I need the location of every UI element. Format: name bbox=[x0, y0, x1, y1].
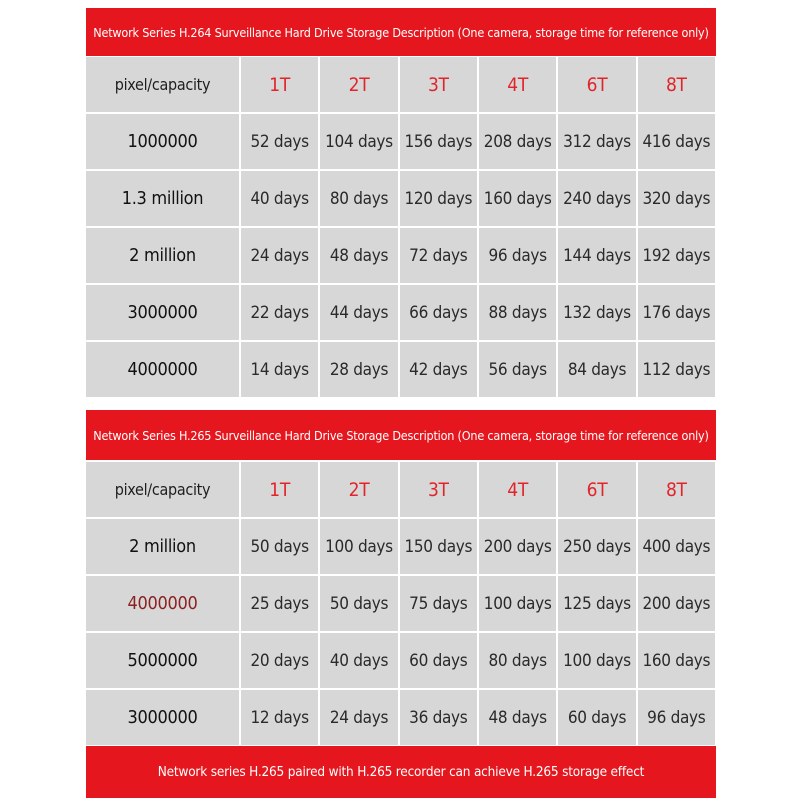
storage-days-cell: 100 days bbox=[479, 576, 556, 631]
h265-title: Network Series H.265 Surveillance Hard Drive Storage Description (One camera, storage time for reference only) bbox=[93, 427, 709, 443]
h264-storage-table bbox=[86, 57, 715, 397]
storage-days-cell: 60 days bbox=[558, 690, 635, 745]
storage-days-cell: 144 days bbox=[558, 228, 635, 283]
capacity-header-6t: 6T bbox=[558, 462, 635, 517]
storage-days-cell: 320 days bbox=[638, 171, 715, 226]
capacity-header-8t: 8T bbox=[638, 57, 715, 112]
table-corner-header: pixel/capacity bbox=[86, 57, 239, 112]
storage-days-cell: 28 days bbox=[320, 342, 397, 397]
storage-days-cell: 24 days bbox=[320, 690, 397, 745]
pixel-row-label: 5000000 bbox=[86, 633, 239, 688]
storage-days-cell: 112 days bbox=[638, 342, 715, 397]
footer-banner bbox=[86, 746, 716, 798]
storage-days-cell: 50 days bbox=[320, 576, 397, 631]
storage-days-cell: 44 days bbox=[320, 285, 397, 340]
storage-days-cell: 200 days bbox=[479, 519, 556, 574]
capacity-header-8t: 8T bbox=[638, 462, 715, 517]
storage-days-cell: 125 days bbox=[558, 576, 635, 631]
storage-days-cell: 72 days bbox=[400, 228, 477, 283]
capacity-header-1t: 1T bbox=[241, 462, 318, 517]
pixel-row-label: 3000000 bbox=[86, 690, 239, 745]
pixel-row-label: 2 million bbox=[86, 228, 239, 283]
storage-days-cell: 96 days bbox=[479, 228, 556, 283]
storage-days-cell: 84 days bbox=[558, 342, 635, 397]
storage-days-cell: 40 days bbox=[320, 633, 397, 688]
capacity-header-3t: 3T bbox=[400, 462, 477, 517]
storage-days-cell: 48 days bbox=[320, 228, 397, 283]
storage-days-cell: 100 days bbox=[320, 519, 397, 574]
storage-days-cell: 416 days bbox=[638, 114, 715, 169]
storage-days-cell: 75 days bbox=[400, 576, 477, 631]
storage-days-cell: 56 days bbox=[479, 342, 556, 397]
storage-days-cell: 96 days bbox=[638, 690, 715, 745]
capacity-header-1t: 1T bbox=[241, 57, 318, 112]
pixel-row-label: 4000000 bbox=[86, 342, 239, 397]
storage-days-cell: 400 days bbox=[638, 519, 715, 574]
h264-title: Network Series H.264 Surveillance Hard Drive Storage Description (One camera, storage time for reference only) bbox=[93, 24, 709, 40]
h264-title-banner bbox=[86, 8, 716, 56]
storage-days-cell: 150 days bbox=[400, 519, 477, 574]
capacity-header-2t: 2T bbox=[320, 462, 397, 517]
storage-days-cell: 52 days bbox=[241, 114, 318, 169]
pixel-row-label: 4000000 bbox=[86, 576, 239, 631]
storage-days-cell: 25 days bbox=[241, 576, 318, 631]
storage-days-cell: 120 days bbox=[400, 171, 477, 226]
capacity-header-4t: 4T bbox=[479, 462, 556, 517]
storage-days-cell: 22 days bbox=[241, 285, 318, 340]
storage-days-cell: 200 days bbox=[638, 576, 715, 631]
storage-days-cell: 36 days bbox=[400, 690, 477, 745]
storage-days-cell: 40 days bbox=[241, 171, 318, 226]
pixel-row-label: 1.3 million bbox=[86, 171, 239, 226]
storage-days-cell: 50 days bbox=[241, 519, 318, 574]
storage-days-cell: 250 days bbox=[558, 519, 635, 574]
storage-days-cell: 160 days bbox=[638, 633, 715, 688]
pixel-row-label: 1000000 bbox=[86, 114, 239, 169]
storage-days-cell: 156 days bbox=[400, 114, 477, 169]
table-corner-header: pixel/capacity bbox=[86, 462, 239, 517]
footer-text: Network series H.265 paired with H.265 recorder can achieve H.265 storage effect bbox=[157, 764, 645, 780]
storage-days-cell: 20 days bbox=[241, 633, 318, 688]
h265-title-banner bbox=[86, 410, 716, 460]
capacity-header-4t: 4T bbox=[479, 57, 556, 112]
h265-storage-table bbox=[86, 462, 715, 745]
storage-days-cell: 208 days bbox=[479, 114, 556, 169]
storage-days-cell: 42 days bbox=[400, 342, 477, 397]
capacity-header-2t: 2T bbox=[320, 57, 397, 112]
storage-days-cell: 48 days bbox=[479, 690, 556, 745]
storage-days-cell: 80 days bbox=[479, 633, 556, 688]
storage-days-cell: 160 days bbox=[479, 171, 556, 226]
storage-days-cell: 192 days bbox=[638, 228, 715, 283]
storage-days-cell: 66 days bbox=[400, 285, 477, 340]
storage-days-cell: 132 days bbox=[558, 285, 635, 340]
storage-days-cell: 100 days bbox=[558, 633, 635, 688]
storage-days-cell: 240 days bbox=[558, 171, 635, 226]
capacity-header-3t: 3T bbox=[400, 57, 477, 112]
pixel-row-label: 2 million bbox=[86, 519, 239, 574]
capacity-header-6t: 6T bbox=[558, 57, 635, 112]
storage-days-cell: 312 days bbox=[558, 114, 635, 169]
storage-days-cell: 14 days bbox=[241, 342, 318, 397]
storage-days-cell: 176 days bbox=[638, 285, 715, 340]
pixel-row-label: 3000000 bbox=[86, 285, 239, 340]
storage-days-cell: 88 days bbox=[479, 285, 556, 340]
storage-days-cell: 80 days bbox=[320, 171, 397, 226]
storage-days-cell: 60 days bbox=[400, 633, 477, 688]
storage-days-cell: 104 days bbox=[320, 114, 397, 169]
storage-days-cell: 12 days bbox=[241, 690, 318, 745]
storage-days-cell: 24 days bbox=[241, 228, 318, 283]
